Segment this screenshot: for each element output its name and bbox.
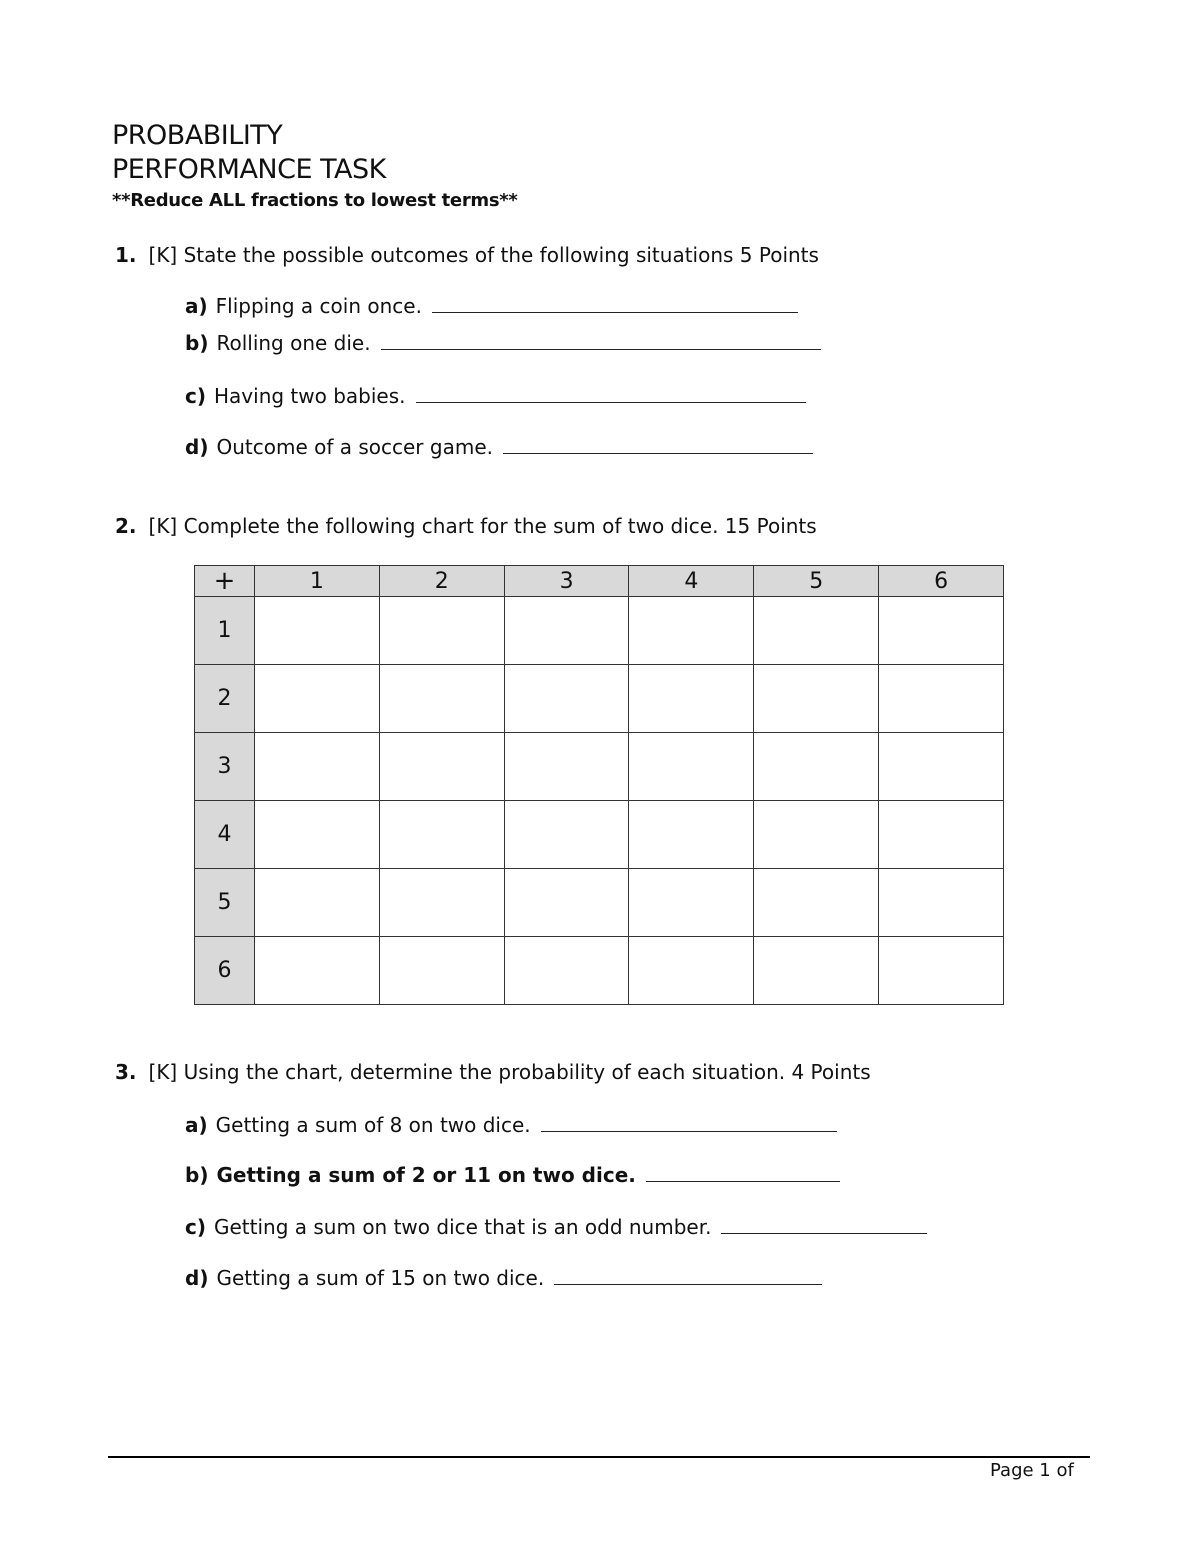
- table-cell[interactable]: [629, 801, 754, 869]
- title-line-2: PERFORMANCE TASK: [112, 154, 386, 185]
- answer-blank[interactable]: [554, 1266, 822, 1285]
- table-row: [195, 733, 1004, 801]
- table-cell[interactable]: [379, 597, 504, 665]
- row-header: 3: [195, 733, 255, 801]
- item-text: Outcome of a soccer game.: [216, 435, 493, 459]
- question-text: [K] Complete the following chart for the sum of two dice. 15 Points: [148, 514, 817, 538]
- question-1: [115, 243, 819, 267]
- dice-sum-table: [194, 565, 1004, 1005]
- table-cell[interactable]: [504, 937, 629, 1005]
- question-3: [115, 1060, 871, 1084]
- item-text: Rolling one die.: [216, 331, 371, 355]
- answer-blank[interactable]: [416, 384, 806, 403]
- table-cell[interactable]: [754, 937, 879, 1005]
- title-line-1: PROBABILITY: [112, 120, 283, 151]
- item-text: Getting a sum of 2 or 11 on two dice.: [216, 1163, 636, 1187]
- table-cell[interactable]: [379, 937, 504, 1005]
- q3-item-b: [185, 1163, 840, 1187]
- table-corner: +: [195, 566, 255, 597]
- question-text: [K] Using the chart, determine the probability of each situation. 4 Points: [148, 1060, 871, 1084]
- table-cell[interactable]: [504, 597, 629, 665]
- question-number: 2.: [115, 514, 137, 538]
- table-cell[interactable]: [754, 801, 879, 869]
- answer-blank[interactable]: [503, 435, 813, 454]
- table-cell[interactable]: [255, 937, 380, 1005]
- question-number: 3.: [115, 1060, 137, 1084]
- row-header: 1: [195, 597, 255, 665]
- table-cell[interactable]: [879, 801, 1004, 869]
- col-header: 6: [879, 566, 1004, 597]
- table-row: [195, 869, 1004, 937]
- item-label: b): [185, 1163, 209, 1187]
- question-text: [K] State the possible outcomes of the following situations 5 Points: [148, 243, 819, 267]
- col-header: 4: [629, 566, 754, 597]
- item-text: Getting a sum of 15 on two dice.: [216, 1266, 545, 1290]
- table-cell[interactable]: [629, 665, 754, 733]
- table-cell[interactable]: [379, 869, 504, 937]
- answer-blank[interactable]: [381, 331, 821, 350]
- col-header: 2: [379, 566, 504, 597]
- table-cell[interactable]: [629, 733, 754, 801]
- table-cell[interactable]: [504, 801, 629, 869]
- footer-divider: [108, 1456, 1090, 1458]
- q3-item-c: [185, 1215, 927, 1239]
- answer-blank[interactable]: [646, 1163, 840, 1182]
- answer-blank[interactable]: [541, 1113, 837, 1132]
- table-row: [195, 801, 1004, 869]
- item-text: Flipping a coin once.: [215, 294, 422, 318]
- item-text: Getting a sum on two dice that is an odd number.: [214, 1215, 712, 1239]
- item-label: c): [185, 384, 206, 408]
- table-cell[interactable]: [504, 733, 629, 801]
- table-cell[interactable]: [879, 869, 1004, 937]
- answer-blank[interactable]: [721, 1215, 927, 1234]
- question-2: [115, 514, 817, 538]
- table-cell[interactable]: [879, 733, 1004, 801]
- table-header-row: [195, 566, 1004, 597]
- item-label: d): [185, 435, 209, 459]
- q1-item-a: [185, 294, 798, 318]
- table-cell[interactable]: [379, 733, 504, 801]
- row-header: 5: [195, 869, 255, 937]
- page-number: Page 1 of: [990, 1460, 1074, 1481]
- item-label: c): [185, 1215, 206, 1239]
- table-cell[interactable]: [879, 597, 1004, 665]
- item-label: a): [185, 294, 208, 318]
- col-header: 5: [754, 566, 879, 597]
- table-cell[interactable]: [255, 665, 380, 733]
- row-header: 6: [195, 937, 255, 1005]
- table-cell[interactable]: [255, 733, 380, 801]
- row-header: 2: [195, 665, 255, 733]
- col-header: 3: [504, 566, 629, 597]
- question-number: 1.: [115, 243, 137, 267]
- table-row: [195, 665, 1004, 733]
- table-cell[interactable]: [879, 937, 1004, 1005]
- table-cell[interactable]: [504, 869, 629, 937]
- table-row: [195, 937, 1004, 1005]
- q3-item-d: [185, 1266, 822, 1290]
- item-text: Getting a sum of 8 on two dice.: [215, 1113, 531, 1137]
- table-cell[interactable]: [629, 869, 754, 937]
- table-cell[interactable]: [379, 801, 504, 869]
- table-cell[interactable]: [255, 869, 380, 937]
- table-cell[interactable]: [504, 665, 629, 733]
- item-label: d): [185, 1266, 209, 1290]
- table-cell[interactable]: [754, 869, 879, 937]
- table-cell[interactable]: [629, 597, 754, 665]
- table-cell[interactable]: [379, 665, 504, 733]
- answer-blank[interactable]: [432, 294, 798, 313]
- table-cell[interactable]: [754, 733, 879, 801]
- q1-item-d: [185, 435, 813, 459]
- q1-item-c: [185, 384, 806, 408]
- table-cell[interactable]: [754, 665, 879, 733]
- q3-item-a: [185, 1113, 837, 1137]
- table-cell[interactable]: [255, 801, 380, 869]
- q1-item-b: [185, 331, 821, 355]
- col-header: 1: [255, 566, 380, 597]
- table-cell[interactable]: [879, 665, 1004, 733]
- table-cell[interactable]: [754, 597, 879, 665]
- instruction-note: **Reduce ALL fractions to lowest terms**: [112, 190, 518, 211]
- item-label: b): [185, 331, 209, 355]
- table-row: [195, 597, 1004, 665]
- table-cell[interactable]: [629, 937, 754, 1005]
- row-header: 4: [195, 801, 255, 869]
- item-label: a): [185, 1113, 208, 1137]
- table-cell[interactable]: [255, 597, 380, 665]
- item-text: Having two babies.: [214, 384, 406, 408]
